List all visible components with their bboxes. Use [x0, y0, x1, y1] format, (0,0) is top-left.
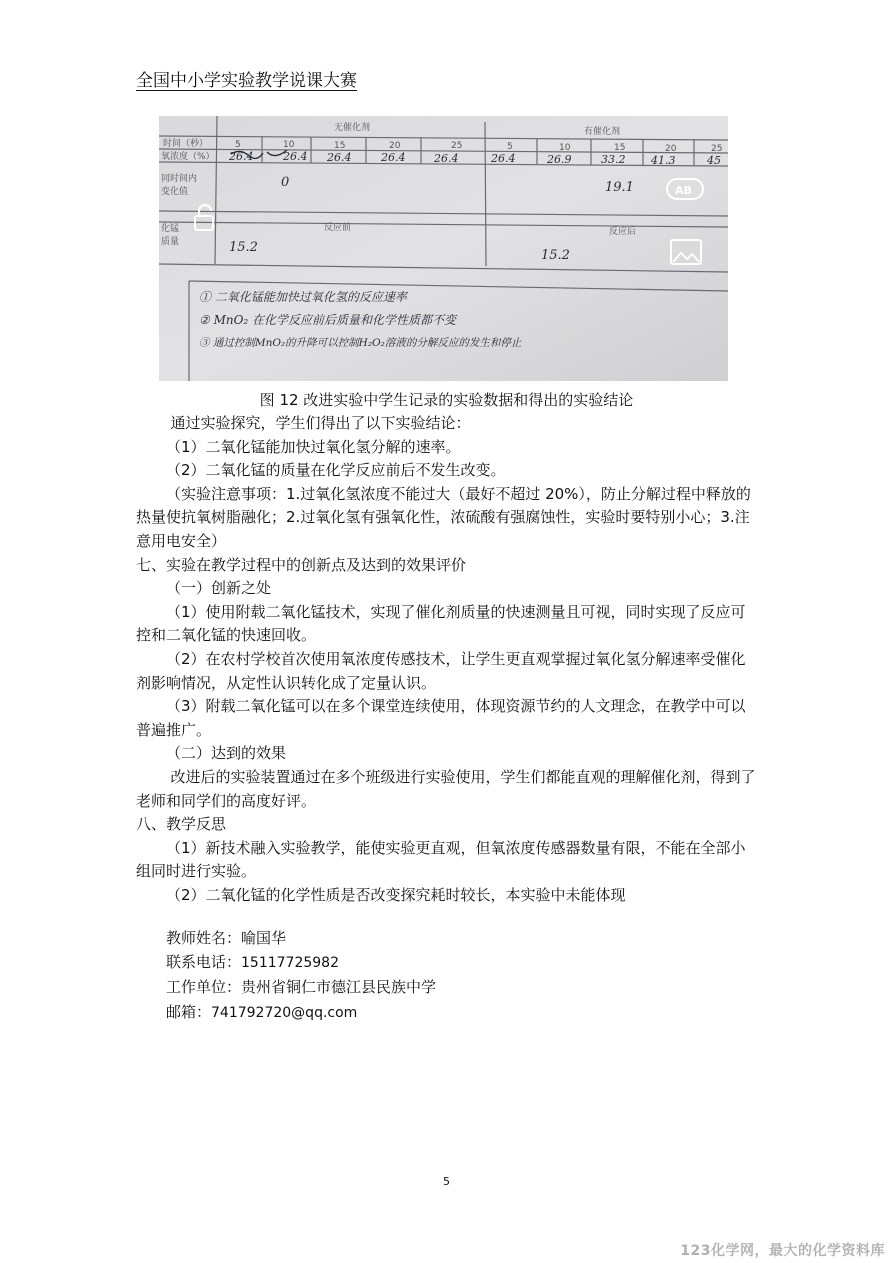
row-o2-label: 氧浓度（%） — [161, 152, 215, 162]
o2-cell: 26.9 — [547, 153, 572, 166]
page-number: 5 — [443, 1175, 450, 1188]
o2-cell: 26.4 — [381, 151, 406, 164]
time-cell: 25 — [451, 141, 463, 151]
row-change-label-1: 同时间内 — [161, 174, 198, 184]
time-cell: 15 — [614, 143, 626, 153]
o2-cell: 33.2 — [601, 153, 626, 166]
row-time-label: 时间（秒） — [163, 139, 209, 149]
paragraph: （实验注意事项：1.过氧化氢浓度不能过大（最好不超过 20%），防止分解过程中释放的热量使抗氧树脂融化；2.过氧化氢有强氧化性，浓硫酸有强腐蚀性，实验时要特别小心；3.注意用电安全） — [136, 484, 751, 550]
time-cell: 5 — [507, 142, 513, 152]
o2-cell: 26.4 — [229, 150, 254, 163]
conclusion-1: ① 二氧化锰能加快过氧化氢的反应速率 — [199, 290, 407, 304]
before-label: 反应前 — [324, 223, 352, 233]
row-change-label-2: 变化值 — [161, 187, 189, 197]
paragraph: （2）二氧化锰的质量在化学反应前后不发生改变。 — [166, 461, 506, 480]
paragraph: （2）二氧化锰的化学性质是否改变探究耗时较长，本实验中未能体现 — [166, 885, 626, 904]
o2-cell: 26.4 — [491, 152, 516, 165]
mass-before: 15.2 — [229, 240, 258, 255]
o2-cell: 41.3 — [651, 154, 676, 167]
watermark: 123化学网，最大的化学资料库 — [680, 1243, 885, 1259]
phone-number: 15117725982 — [241, 955, 339, 972]
time-cell: 20 — [389, 141, 401, 151]
time-cell: 15 — [334, 141, 346, 151]
teacher-name: 喻国华 — [241, 929, 287, 947]
group-no-catalyst-label: 无催化剂 — [334, 123, 371, 133]
row-mass-label-1: 化锰 — [161, 224, 180, 234]
body-text — [136, 412, 760, 907]
section-heading: 七、实验在教学过程中的创新点及达到的效果评价 — [136, 555, 467, 574]
section-heading: 八、教学反思 — [136, 815, 227, 834]
paragraph: （1）二氧化锰能加快过氧化氢分解的速率。 — [166, 437, 461, 456]
paragraph: （2）在农村学校首次使用氧浓度传感技术，让学生更直观掌握过氧化氢分解速率受催化剂影响情况，从定性认识转化成了定量认识。 — [136, 649, 746, 692]
conclusion-3: ③ 通过控制MnO₂的升降可以控制H₂O₂溶液的分解反应的发生和停止 — [199, 337, 522, 349]
contact-block — [166, 926, 436, 1025]
experiment-record-photo — [159, 116, 728, 381]
work-unit: 贵州省铜仁市德江县民族中学 — [241, 978, 437, 997]
teacher-name-row — [166, 926, 436, 950]
subsection-heading: （一）创新之处 — [166, 579, 272, 598]
o2-cell: 26.4 — [434, 152, 459, 165]
email-label: 邮箱： — [166, 1002, 212, 1021]
group-catalyst-label: 有催化剂 — [584, 127, 621, 137]
subsection-heading: （二）达到的效果 — [166, 744, 287, 763]
paragraph: （1）使用附载二氧化锰技术，实现了催化剂质量的快速测量且可视，同时实现了反应可控和二氧化锰的快速回收。 — [136, 602, 746, 645]
paragraph: （1）新技术融入实验教学，能使实验更直观，但氧浓度传感器数量有限，不能在全部小组同时进行实验。 — [136, 838, 746, 881]
mass-after: 15.2 — [541, 248, 570, 263]
after-label: 反应后 — [609, 227, 637, 237]
email-address[interactable]: 741792720@qq.com — [211, 1004, 358, 1021]
change-no-catalyst: 0 — [281, 175, 290, 190]
time-cell: 20 — [665, 144, 677, 154]
phone-row — [166, 950, 436, 975]
o2-cell: 26.4 — [327, 151, 352, 164]
paragraph: 改进后的实验装置通过在多个班级进行实验使用，学生们都能直观的理解催化剂，得到了老师和同学们的高度好评。 — [136, 767, 756, 810]
work-label: 工作单位： — [166, 978, 242, 997]
time-cell: 10 — [283, 140, 295, 150]
paragraph: （3）附载二氧化锰可以在多个课堂连续使用，体现资源节约的人文理念，在教学中可以普遍推广。 — [136, 697, 746, 739]
page-header: 全国中小学实验教学说课大赛 — [136, 71, 357, 91]
change-catalyst: 19.1 — [605, 180, 634, 195]
ab-badge: AB — [675, 184, 692, 197]
figure-caption: 图 12 改进实验中学生记录的实验数据和得出的实验结论 — [259, 391, 634, 409]
time-cell: 10 — [559, 143, 571, 153]
email-row — [166, 1000, 436, 1025]
time-cell: 25 — [711, 144, 723, 154]
conclusion-2: ② MnO₂ 在化学反应前后质量和化学性质都不变 — [199, 313, 457, 327]
o2-cell: 45 — [707, 154, 721, 167]
work-row — [166, 975, 436, 999]
o2-cell: 26.4 — [283, 150, 308, 163]
time-cell: 5 — [235, 140, 241, 150]
name-label: 教师姓名： — [166, 929, 242, 947]
paragraph: 通过实验探究，学生们得出了以下实验结论： — [170, 414, 471, 432]
row-mass-label-2: 质量 — [161, 237, 180, 247]
phone-label: 联系电话： — [166, 953, 242, 972]
